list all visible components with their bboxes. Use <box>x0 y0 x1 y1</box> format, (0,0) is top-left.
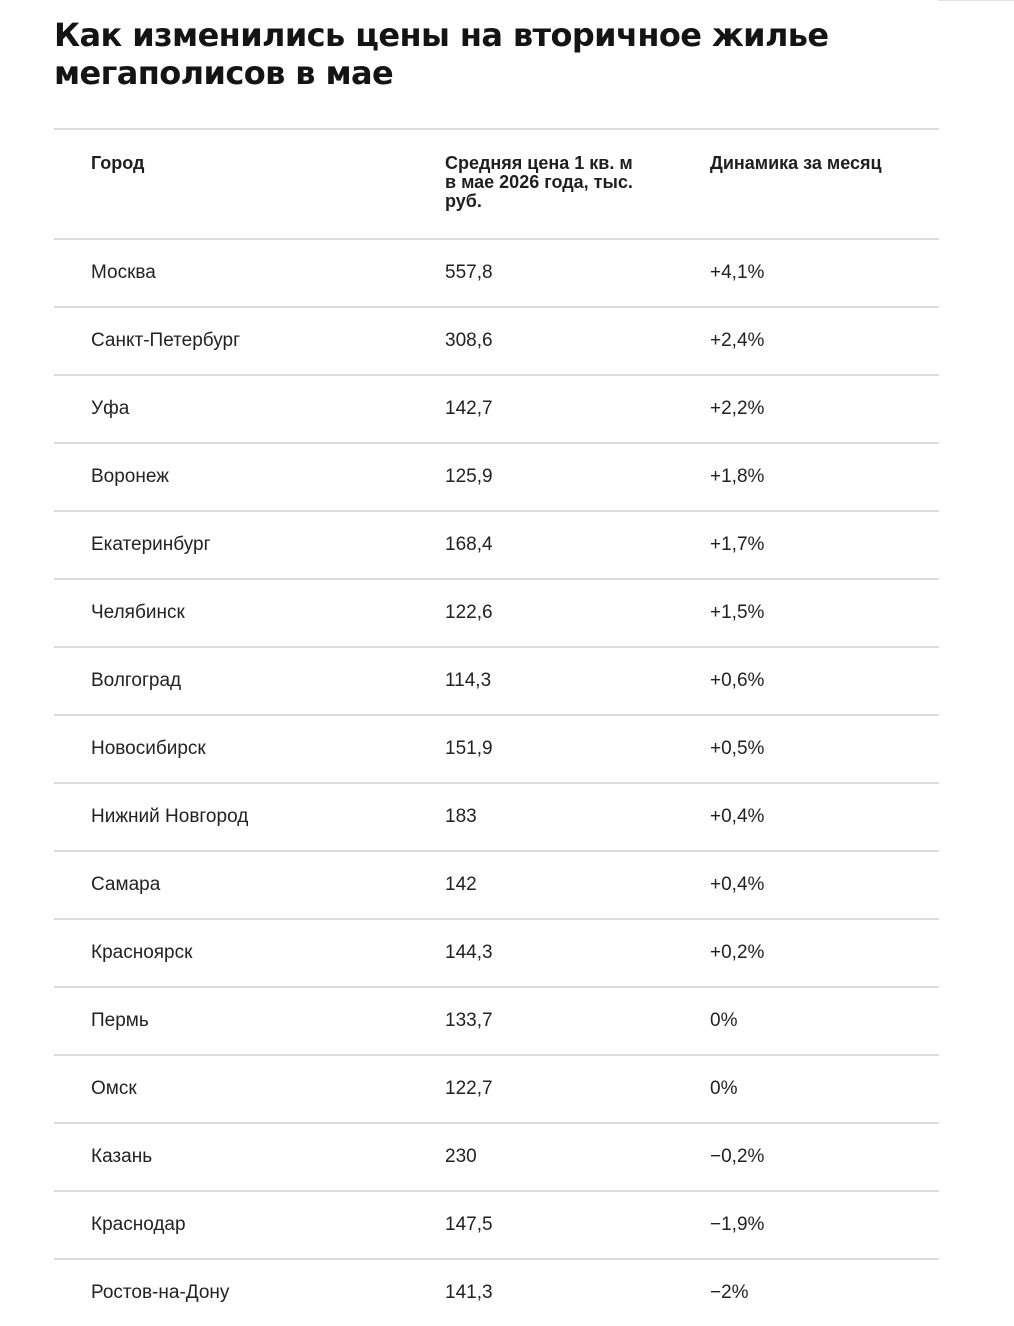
table-row <box>54 920 939 986</box>
table-header <box>54 130 939 238</box>
table-row <box>54 988 939 1054</box>
change-cell: +4,1% <box>710 262 765 283</box>
change-cell: 0% <box>710 1078 738 1099</box>
city-cell: Казань <box>91 1146 153 1167</box>
city-cell: Новосибирск <box>91 738 206 759</box>
change-cell: 0% <box>710 1010 738 1031</box>
change-cell: +2,2% <box>710 398 765 419</box>
change-cell: +1,5% <box>710 602 765 623</box>
city-cell: Краснодар <box>91 1214 186 1235</box>
table-row <box>54 1124 939 1190</box>
price-cell: 133,7 <box>445 1010 493 1031</box>
page-title: Как изменились цены на вторичное жилье мегаполисов в мае <box>54 16 829 92</box>
table-row <box>54 852 939 918</box>
price-table <box>54 128 939 1326</box>
header-price: Средняя цена 1 кв. м в мае 2026 года, тыс. руб. <box>445 153 633 211</box>
table-row <box>54 1056 939 1122</box>
city-cell: Пермь <box>91 1010 149 1031</box>
table-row <box>54 376 939 442</box>
table-body <box>54 238 939 1326</box>
change-cell: −0,2% <box>710 1146 765 1167</box>
price-cell: 141,3 <box>445 1282 493 1303</box>
table-row <box>54 580 939 646</box>
table-row <box>54 444 939 510</box>
price-cell: 151,9 <box>445 738 493 759</box>
price-cell: 183 <box>445 806 477 827</box>
price-cell: 308,6 <box>445 330 493 351</box>
change-cell: +0,4% <box>710 874 765 895</box>
header-change: Динамика за месяц <box>710 153 882 173</box>
price-cell: 230 <box>445 1146 477 1167</box>
change-cell: −1,9% <box>710 1214 765 1235</box>
change-cell: +0,6% <box>710 670 765 691</box>
table-row <box>54 512 939 578</box>
city-cell: Самара <box>91 874 161 895</box>
table-row <box>54 716 939 782</box>
city-cell: Красноярск <box>91 942 193 963</box>
table-row <box>54 784 939 850</box>
price-cell: 122,7 <box>445 1078 493 1099</box>
change-cell: −2% <box>710 1282 749 1303</box>
city-cell: Омск <box>91 1078 137 1099</box>
change-cell: +2,4% <box>710 330 765 351</box>
top-divider <box>938 0 1014 1</box>
city-cell: Москва <box>91 262 156 283</box>
table-row <box>54 308 939 374</box>
change-cell: +1,7% <box>710 534 765 555</box>
price-cell: 144,3 <box>445 942 493 963</box>
city-cell: Екатеринбург <box>91 534 211 555</box>
price-cell: 147,5 <box>445 1214 493 1235</box>
city-cell: Уфа <box>91 398 130 419</box>
price-cell: 142 <box>445 874 477 895</box>
price-cell: 114,3 <box>445 670 492 691</box>
price-cell: 122,6 <box>445 602 493 623</box>
header-city: Город <box>91 153 145 173</box>
table-row <box>54 240 939 306</box>
change-cell: +1,8% <box>710 466 765 487</box>
city-cell: Челябинск <box>91 602 185 623</box>
table-row <box>54 648 939 714</box>
change-cell: +0,5% <box>710 738 765 759</box>
price-cell: 142,7 <box>445 398 493 419</box>
city-cell: Волгоград <box>91 670 182 691</box>
change-cell: +0,2% <box>710 942 765 963</box>
city-cell: Воронеж <box>91 466 169 487</box>
table-row <box>54 1192 939 1258</box>
city-cell: Санкт-Петербург <box>91 330 241 351</box>
change-cell: +0,4% <box>710 806 765 827</box>
city-cell: Нижний Новгород <box>91 806 249 827</box>
city-cell: Ростов-на-Дону <box>91 1282 230 1303</box>
price-cell: 557,8 <box>445 262 493 283</box>
price-cell: 168,4 <box>445 534 493 555</box>
price-cell: 125,9 <box>445 466 493 487</box>
table-row <box>54 1260 939 1326</box>
